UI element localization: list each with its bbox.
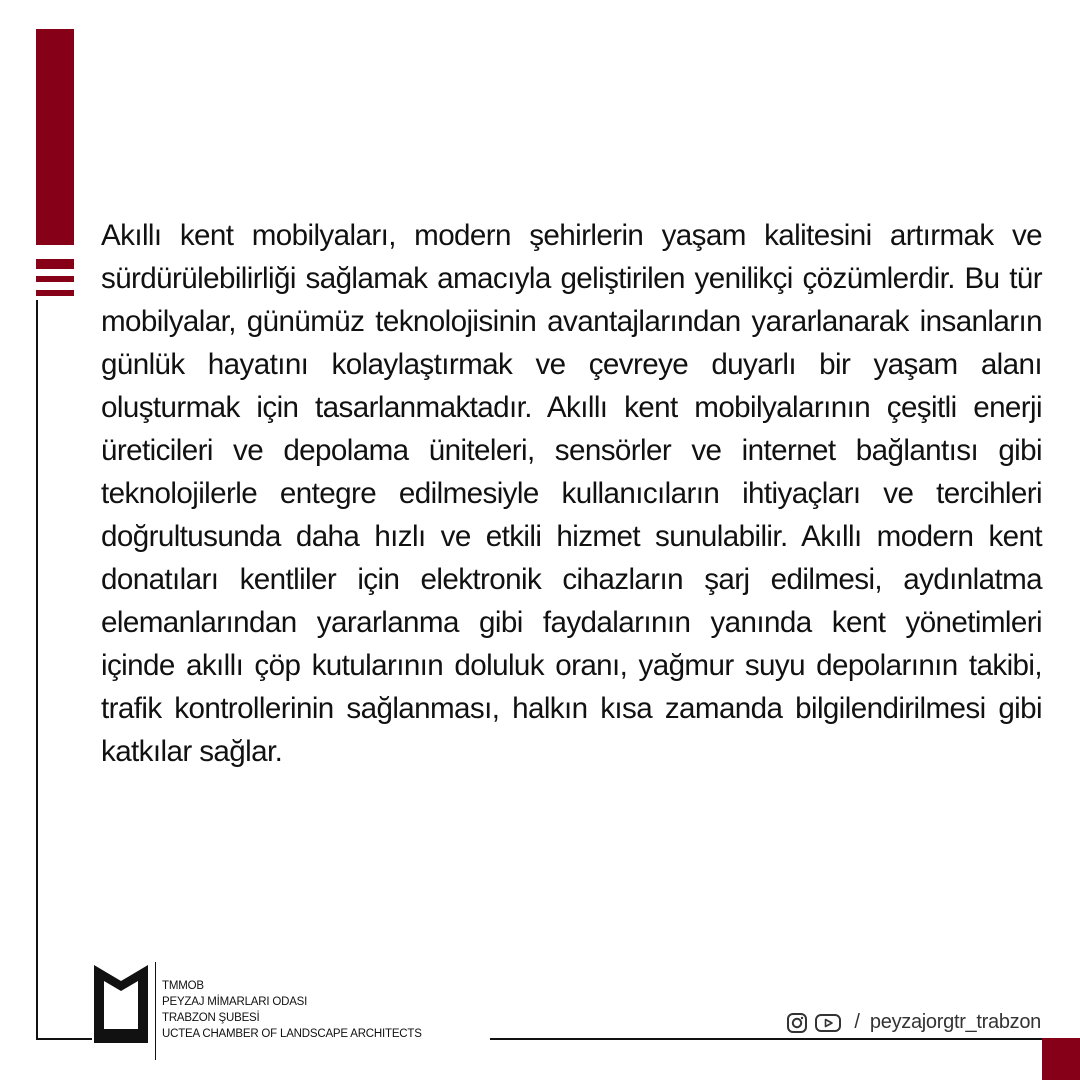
frame-line-bottom-right (490, 1038, 1042, 1040)
accent-stripe (36, 259, 74, 269)
frame-line-bottom-left (36, 1038, 92, 1040)
frame-line-vertical (36, 300, 38, 1040)
accent-stripe (36, 276, 74, 282)
logo-divider (155, 962, 156, 1060)
org-line: UCTEA CHAMBER OF LANDSCAPE ARCHITECTS (162, 1028, 422, 1040)
social-separator: / (854, 1011, 860, 1033)
org-line: PEYZAJ MİMARLARI ODASI (162, 996, 308, 1008)
org-line: TMMOB (162, 980, 204, 992)
social-links (786, 1011, 1041, 1034)
org-line: TRABZON ŞUBESİ (162, 1012, 260, 1024)
accent-square (1042, 1038, 1080, 1080)
instagram-icon[interactable] (786, 1012, 808, 1034)
social-handle[interactable]: peyzajorgtr_trabzon (869, 1011, 1041, 1033)
chamber-logo (94, 965, 148, 1043)
main-paragraph: Akıllı kent mobilyaları, modern şehirlerin yaşam kalitesini artırmak ve sürdürülebilirliği sağlamak amacıyla geliştirilen yenilikçi çözümlerdir. Bu tür mobilyalar, günümüz teknolojisinin avantajlarından yararlanarak insanların günlük hayatını kolaylaştırmak ve çevreye duyarlı bir yaşam alanı oluşturmak için tasarlanmaktadır. Akıllı kent mobilyalarının çeşitli enerji üreticileri ve depolama üniteleri, sensörler ve internet bağlantısı gibi teknolojilerle entegre edilmesiyle kullanıcıların ihtiyaçları ve tercihleri doğrultusunda daha hızlı ve etkili hizmet sunulabilir. Akıllı modern kent donatıları kentliler için elektronik cihazların şarj edilmesi, aydınlatma elemanlarından yararlanma gibi faydalarının yanında kent yönetimleri içinde akıllı çöp kutularının doluluk oranı, yağmur suyu depolarının takibi, trafik kontrollerinin sağlanması, halkın kısa zamanda bilgilendirilmesi gibi katkılar sağlar. (101, 219, 1042, 768)
organization-name (162, 978, 422, 1042)
accent-stripe (36, 290, 74, 296)
youtube-icon[interactable] (814, 1012, 842, 1034)
accent-bar-top (36, 29, 74, 245)
